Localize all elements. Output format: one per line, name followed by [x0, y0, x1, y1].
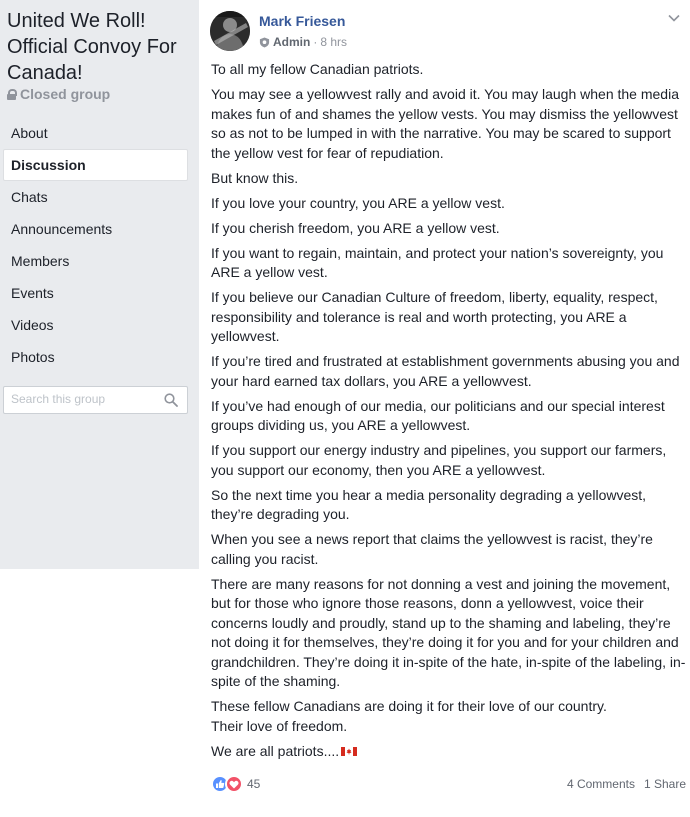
- lock-icon: [7, 89, 16, 100]
- post-paragraph: If you cherish freedom, you ARE a yellow vest.: [211, 219, 500, 236]
- post-final: [211, 742, 686, 762]
- post-paragraph: If you believe our Canadian Culture of freedom, liberty, equality, respect, responsibility and tolerance is real and worth protecting, you ARE a yellowvest.: [211, 289, 658, 344]
- post-closing: [211, 697, 686, 736]
- post: [199, 0, 690, 817]
- post-footer: [211, 775, 686, 795]
- chevron-down-icon[interactable]: [668, 14, 680, 22]
- post-closing-line2: Their love of freedom.: [211, 717, 348, 734]
- meta-separator: ·: [313, 35, 318, 49]
- post-closing-line1: These fellow Canadians are doing it for their love of our country.: [211, 698, 607, 714]
- post-paragraph: But know this.: [211, 169, 299, 186]
- shares-count-link[interactable]: 1 Share: [643, 777, 686, 791]
- avatar[interactable]: [210, 11, 250, 51]
- group-title[interactable]: United We Roll! Official Convoy For Canada!: [7, 10, 177, 84]
- group-privacy-label: Closed group: [20, 86, 111, 102]
- search-input[interactable]: [11, 392, 156, 406]
- post-paragraph: If you support our energy industry and pipelines, you support our farmers, you support our economy, then you ARE a yellowvest.: [211, 442, 667, 478]
- post-time[interactable]: 8 hrs: [320, 35, 348, 49]
- post-paragraph: If you want to regain, maintain, and protect your nation’s sovereignty, you ARE a yellow vest.: [211, 244, 664, 280]
- nav-item-events[interactable]: Events: [11, 285, 54, 301]
- avatar-image: [210, 11, 250, 51]
- engagement-counts: [567, 777, 686, 791]
- post-body: [211, 60, 686, 767]
- nav-item-photos[interactable]: Photos: [11, 349, 55, 365]
- post-paragraph: You may see a yellowvest rally and avoid it. You may laugh when the media makes fun of and shames the yellow vests. You may dismiss the yellowvest so as not to be lumped in with the narrative. You may be scared to support the yellow vest for fear of repudiation.: [211, 86, 679, 161]
- post-paragraph: When you see a news report that claims the yellowvest is racist, they’re calling you racist.: [211, 531, 653, 567]
- post-paragraph: If you’re tired and frustrated at establishment governments abusing you and your hard earned tax dollars, you ARE a yellowvest.: [211, 353, 680, 389]
- nav-item-announcements[interactable]: Announcements: [11, 221, 113, 237]
- search-icon[interactable]: [164, 393, 178, 407]
- nav-item-members[interactable]: Members: [11, 253, 70, 269]
- nav-item-videos[interactable]: Videos: [11, 317, 54, 333]
- group-privacy: [7, 86, 110, 102]
- love-reaction-icon: [225, 775, 243, 793]
- reactions[interactable]: [211, 775, 260, 793]
- nav-item-about[interactable]: About: [11, 125, 48, 141]
- nav-item-chats[interactable]: Chats: [11, 189, 48, 205]
- post-role: Admin: [273, 35, 311, 49]
- group-nav: [3, 117, 188, 373]
- post-meta: [259, 35, 347, 49]
- post-paragraph: If you love your country, you ARE a yellow vest.: [211, 194, 505, 211]
- post-paragraph: If you’ve had enough of our media, our politicians and our special interest groups dividing us, you ARE a yellowvest.: [211, 397, 665, 433]
- post-paragraph: So the next time you hear a media personality degrading a yellowvest, they’re degrading you.: [211, 486, 647, 522]
- post-paragraph: There are many reasons for not donning a vest and joining the movement, but for those who ignore those reasons, donn a yellowvest, voice their concerns loudly and proudly, stand up to the shaming and labeling, they’re not doing it for themselves, they’re doing it for you and for your children and grandchildren. They’re doing it in-spite of the hate, in-spite of the labeling, in-spite of the shaming.: [211, 575, 686, 689]
- post-paragraph: To all my fellow Canadian patriots.: [211, 61, 424, 77]
- reaction-count: 45: [247, 777, 261, 791]
- post-final-text: We are all patriots....: [211, 742, 340, 759]
- canada-flag-icon: [341, 747, 357, 756]
- post-author[interactable]: Mark Friesen: [259, 13, 346, 29]
- group-sidebar: [0, 0, 199, 569]
- group-search: [3, 386, 188, 414]
- comments-count-link[interactable]: 4 Comments: [566, 777, 635, 791]
- nav-item-discussion[interactable]: Discussion: [3, 149, 188, 181]
- admin-badge-icon: [259, 37, 270, 48]
